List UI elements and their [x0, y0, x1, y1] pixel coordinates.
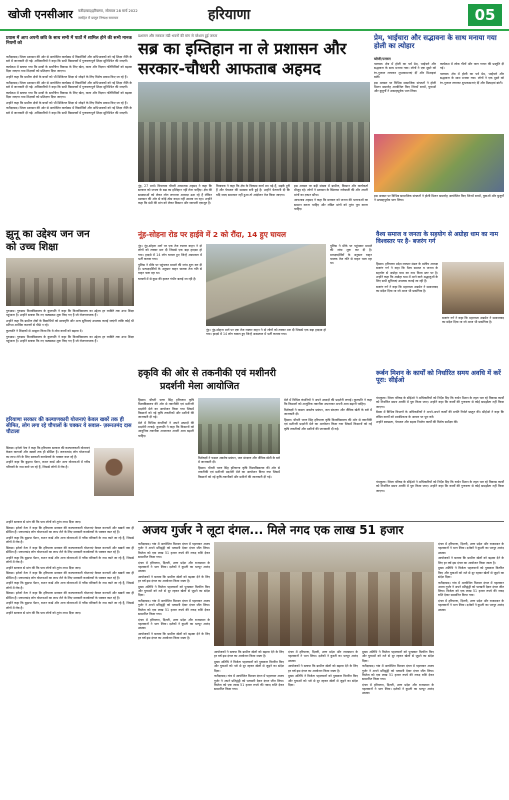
- jhunu-p1: गुरुग्राम। गुरुग्राम विश्वविद्यालय के कुलपति ने कहा कि विश्वविद्यालय का उद्देश्य हर व्यक्ति तक उच्च शिक्षा पहुंचाना है। उन्होंने बताया कि नए पाठ्यक्रम शुरू किए गए हैं जो रोजगारपरक हैं।: [6, 309, 134, 318]
- scheme-p13: उन्होंने सरकार से मांग की कि पात्र लोगों को तुरंत लाभ दिया जाए।: [6, 611, 82, 616]
- gurjar-p1: फरीदाबाद। गांव में आयोजित विशाल दंगल में पहलवान अजय गुर्जर ने अपने प्रतिद्वंद्वी को पटखनी देकर दंगल जीत लिया। विजेता को एक लाख 51 हजार रुपये की नकद राशि देकर सम्मानित किया गया।: [138, 542, 210, 559]
- holi-p5: इस अवसर पर विभिन्न सामाजिक संगठनों ने होली मिलन समारोह आयोजित किए जिनमें बच्चों, युवाओं और बुजुर्गों ने उत्साहपूर्वक भाग लिया।: [374, 194, 504, 203]
- lead-headline-2: सरकार-चौधरी आफताब अहमद: [138, 59, 321, 78]
- jhunu-p2: उन्होंने कहा कि ग्रामीण क्षेत्रों के विद्यार्थियों को छात्रवृत्ति और अन्य सुविधाएं उपलब्ध कराई जाएंगी ताकि कोई भी प्रतिभा आर्थिक कारणों से पीछे न रहे।: [6, 318, 134, 328]
- gurjar-body-a: [138, 542, 210, 796]
- techfair-p3: विशेषज्ञों ने फसल अवशेष प्रबंधन, जल संरक्षण और जैविक खेती के बारे में जानकारी दी।: [198, 456, 280, 465]
- scheme-headline: हरियाणा सरकार की कल्याणकारी योजनाएं केवल खबरें तक ही सीमित, लोग लगा रहे चौपालों के चक्कर ये सवाल- ज़रूरतमंद दास चौटाला: [6, 417, 132, 435]
- lead-p4: आफताब अहमद ने कहा कि सरकार को जनता की भावनाओं का सम्मान करना चाहिए और लंबित मांगों को तुरंत पूरा करना चाहिए।: [294, 198, 368, 211]
- gurjar-p9: आयोजकों ने बताया कि ग्रामीण खेलों को बढ़ावा देने के लिए हर वर्ष इस दंगल का आयोजन किया जाता है।: [438, 556, 504, 565]
- holi-body-a: [374, 62, 436, 132]
- lead-p3: इस अवसर पर बड़ी संख्या में ग्रामीण, किसान और कार्यकर्ता मौजूद रहे। लोगों ने प्रशासन के खिलाफ नारेबाजी की और अपनी मांगों का ज्ञापन सौंपा।: [294, 184, 368, 197]
- gurjar-p2: दंगल में हरियाणा, दिल्ली, उत्तर प्रदेश और राजस्थान के पहलवानों ने भाग लिया। दर्शकों ने कुश्ती का भरपूर आनंद उठाया।: [138, 560, 210, 574]
- techfair-p5: मेले में विभिन्न कंपनियों ने अपने उत्पादों की प्रदर्शनी लगाई। कुलपति ने कहा कि किसानों को आधुनिक तकनीक अपनाकर अपनी आय बढ़ानी चाहिए।: [284, 398, 372, 407]
- techfair-photo: [198, 398, 280, 454]
- lead-body-col2: [216, 184, 290, 228]
- vaishya-headline: वैश्य समाज व जनता के सहयोग से अग्रोहा धाम का नाम विश्वस्तर पर है- बजरंग गर्ग: [376, 231, 499, 245]
- gurjar-p10: मुख्य अतिथि ने विजेता पहलवानों को पुरस्कार वितरित किए और युवाओं को नशे से दूर रहकर खेलों से जुड़ने का संदेश दिया।: [438, 566, 504, 579]
- mission-p4: पंचकूला। जिला परिषद के सीईओ ने अधिकारियों को निर्देश दिए कि रूर्बन मिशन के तहत चल रहे विकास कार्यों को निर्धारित समय अवधि में पूरा किया जाए। उन्होंने कहा कि कार्यों की गुणवत्ता से कोई समझौता नहीं किया जाएगा।: [376, 480, 504, 493]
- vaishya-p3: बजरंग गर्ग ने कहा कि महाराजा अग्रसेन ने समाजवाद का संदेश दिया था जो आज भी प्रासंगिक है।: [442, 316, 504, 325]
- top-left-p1: फरीदाबाद। जिला प्रशासन की ओर से आयोजित कार्यक्रम में विद्यार्थियों और अभिभावकों को नई शिक्षा नीति के बारे में जानकारी दी गई। अधिकारियों ने कहा कि सभी विद्यालयों में गुणवत्तापूर्ण शिक्षा सुनिश्चित की जाएगी।: [6, 55, 132, 64]
- paper-name: खोजी एनसीआर: [8, 8, 73, 21]
- accident-photo: [206, 244, 326, 326]
- lead-body-col1: [138, 184, 212, 228]
- scheme-photo: [94, 448, 134, 496]
- mission-headline: रूर्बन मिशन के कार्यों को निर्धारित समय अवधि में करें पूरा: सीईओ: [376, 369, 501, 385]
- page-number-badge: [468, 4, 502, 26]
- gurjar-p3: आयोजकों ने बताया कि ग्रामीण खेलों को बढ़ावा देने के लिए हर वर्ष इस दंगल का आयोजन किया जाता है।: [138, 574, 210, 584]
- tagline: जनहित में प्रस्तुत निष्पक्ष समाचार: [78, 16, 119, 20]
- mission-p1: पंचकूला। जिला परिषद के सीईओ ने अधिकारियों को निर्देश दिए कि रूर्बन मिशन के तहत चल रहे विकास कार्यों को निर्धारित समय अवधि में पूरा किया जाए। उन्होंने कहा कि कार्यों की गुणवत्ता से कोई समझौता नहीं किया जाएगा।: [376, 396, 504, 409]
- jhunu-p3: कुलपति ने शिक्षकों से आह्वान किया कि वे शोध कार्यों को बढ़ावा दें।: [6, 328, 83, 333]
- gurjar-body-b: [438, 542, 504, 796]
- holi-photo: [374, 134, 504, 192]
- holi-headline: प्रेम, भाईचारा और सद्भावना के साथ मनाया गया होली का त्योहार: [374, 34, 497, 50]
- scheme-p2: उन्होंने कहा कि बुढ़ापा पेंशन, राशन कार्ड और अन्य योजनाओं में गरीब परिवारों के नाम काटे जा रहे हैं, जिससे लोगों में रोष है।: [6, 460, 90, 469]
- jhunu-photo: [6, 258, 134, 306]
- gurjar-rule: [138, 521, 504, 522]
- accident-body-b: [330, 244, 372, 364]
- gurjar-p4: मुख्य अतिथि ने विजेता पहलवानों को पुरस्कार वितरित किए और युवाओं को नशे से दूर रहकर खेलों से जुड़ने का संदेश दिया।: [138, 584, 210, 598]
- top-left-p5: कार्यक्रम में बताया गया कि छात्रों के सर्वांगीण विकास के लिए खेल, कला और विज्ञान गतिविधियों को बढ़ावा दिया जाएगा तथा शिक्षकों को प्रशिक्षण दिया जाएगा।: [6, 90, 132, 99]
- top-left-kicker: प्रयास में आप अपनी छवि के साथ सभी में पाठों में शामिल होने की सभी मानक नियमों को: [6, 36, 132, 46]
- mission-p3: उन्होंने स्वच्छता, पेयजल और सड़क निर्माण कार्यों की विशेष समीक्षा की।: [376, 420, 459, 425]
- techfair-headline-1: हकृवि की ओर से तकनीकी एवं मशीनरी: [138, 368, 277, 379]
- scheme-p9: सिरसा। इनेलो नेता ने कहा कि हरियाणा सरकार की कल्याणकारी योजनाएं केवल कागजों और खबरों तक ही सीमित हैं। जरूरतमंद लोग योजनाओं का लाभ लेने के लिए सरकारी कार्यालयों के चक्कर काट रहे हैं।: [6, 571, 134, 580]
- accident-body-c: [206, 328, 326, 364]
- techfair-body-a: [138, 398, 194, 518]
- holi-p1: पलवल। क्षेत्र में होली का पर्व प्रेम, भाईचारे और सद्भावना के साथ मनाया गया। लोगों ने एक दूसरे को रंग-गुलाल लगाकर शुभकामनाएं दीं और मिठाइयां बांटी।: [374, 62, 436, 79]
- scheme-p12: उन्होंने कहा कि बुढ़ापा पेंशन, राशन कार्ड और अन्य योजनाओं में गरीब परिवारों के नाम काटे जा रहे हैं, जिससे लोगों में रोष है।: [6, 601, 134, 610]
- gurjar-headline: अजय गुर्जर ने लूटा दंगल... मिले नगद एक लाख 51 हजार: [142, 523, 404, 537]
- scheme-p7: उन्होंने कहा कि बुढ़ापा पेंशन, राशन कार्ड और अन्य योजनाओं में गरीब परिवारों के नाम काटे जा रहे हैं, जिससे लोगों में रोष है।: [6, 555, 134, 564]
- techfair-p2: मेले में विभिन्न कंपनियों ने अपने उत्पादों की प्रदर्शनी लगाई। कुलपति ने कहा कि किसानों को आधुनिक तकनीक अपनाकर अपनी आय बढ़ानी चाहिए।: [138, 420, 194, 438]
- holi-body-b: [440, 62, 504, 132]
- mission-p2: बैठक में विभिन्न विभागों के अधिकारियों ने अपने-अपने कार्यों की प्रगति रिपोर्ट प्रस्तुत की। सीईओ ने कहा कि लंबित कार्यों को प्राथमिकता के आधार पर पूरा करें।: [376, 410, 504, 419]
- techfair-p1: हिसार। चौधरी चरण सिंह हरियाणा कृषि विश्वविद्यालय की ओर से तकनीकी एवं मशीनरी प्रदर्शनी मेले का आयोजन किया गया जिसमें किसानों को नई कृषि तकनीकों और मशीनों की जानकारी दी गई।: [138, 398, 194, 420]
- techfair-p6: विशेषज्ञों ने फसल अवशेष प्रबंधन, जल संरक्षण और जैविक खेती के बारे में जानकारी दी।: [284, 407, 372, 417]
- top-left-p3: उन्होंने कहा कि ग्रामीण क्षेत्रों के बच्चों को भी डिजिटल शिक्षा से जोड़ने के लिए विशेष प्रयास किए जा रहे हैं।: [6, 74, 128, 79]
- accident-p5: नूंह। नूंह-सोहना मार्ग पर एक तेज रफ्तार वाहन ने दो लोगों को टक्कर मार दी जिससे एक बड़ा हादसा हो गया। हादसे में 14 लोग घायल हुए जिन्हें अस्पताल में भर्ती कराया गया।: [206, 328, 326, 337]
- top-left-p2: कार्यक्रम में बताया गया कि छात्रों के सर्वांगीण विकास के लिए खेल, कला और विज्ञान गतिविधियों को बढ़ावा दिया जाएगा तथा शिक्षकों को प्रशिक्षण दिया जाएगा।: [6, 64, 132, 74]
- gurjar-body-d: [288, 650, 358, 796]
- vaishya-p1: हिसार। हरियाणा प्रदेश व्यापार मंडल के प्रांतीय अध्यक्ष बजरंग गर्ग ने कहा कि वैश्य समाज व जनता के सहयोग से अग्रोहा धाम का नाम विश्व स्तर पर है। उन्होंने कहा कि अग्रोहा धाम में आने वाले श्रद्धालुओं के लिए सभी सुविधाएं उपलब्ध कराई जा रही हैं।: [376, 262, 438, 284]
- page-number: 05: [474, 6, 496, 24]
- techfair-headline-2: प्रदर्शनी मेला आयोजित: [160, 381, 240, 392]
- jhunu-headline-2: को उच्च शिक्षा: [6, 242, 58, 253]
- scheme-p3: उन्होंने सरकार से मांग की कि पात्र लोगों को तुरंत लाभ दिया जाए।: [6, 520, 82, 524]
- section-label: हरियाणा: [208, 7, 251, 23]
- top-left-p7: फरीदाबाद। जिला प्रशासन की ओर से आयोजित कार्यक्रम में विद्यार्थियों और अभिभावकों को नई शिक्षा नीति के बारे में जानकारी दी गई। अधिकारियों ने कहा कि सभी विद्यालयों में गुणवत्तापूर्ण शिक्षा सुनिश्चित की जाएगी।: [6, 106, 132, 115]
- scheme-p8: उन्होंने सरकार से मांग की कि पात्र लोगों को तुरंत लाभ दिया जाए।: [6, 565, 82, 570]
- masthead-rule: [0, 29, 509, 31]
- techfair-body-b: [198, 456, 280, 518]
- date-line: फरीदाबाद/हरियाणा, सोमवार 28 मार्च 2022: [78, 9, 138, 13]
- scheme-p11: सिरसा। इनेलो नेता ने कहा कि हरियाणा सरकार की कल्याणकारी योजनाएं केवल कागजों और खबरों तक ही सीमित हैं। जरूरतमंद लोग योजनाओं का लाभ लेने के लिए सरकारी कार्यालयों के चक्कर काट रहे हैं।: [6, 591, 134, 600]
- gurjar-p15: फरीदाबाद। गांव में आयोजित विशाल दंगल में पहलवान अजय गुर्जर ने अपने प्रतिद्वंद्वी को पटखनी देकर दंगल जीत लिया। विजेता को एक लाख 51 हजार रुपये की नकद राशि देकर सम्मानित किया गया।: [214, 674, 284, 692]
- accident-p4: पुलिस ने मौके पर पहुंचकर मामले की जांच शुरू कर दी है। प्रत्यक्षदर्शियों के अनुसार वाहन चालक तेज गति से वाहन चला रहा था।: [330, 244, 372, 266]
- holi-byline: खोजी/पलवल: [374, 57, 391, 61]
- jhunu-body: [6, 309, 134, 415]
- scheme-p5: उन्होंने कहा कि बुढ़ापा पेंशन, राशन कार्ड और अन्य योजनाओं में गरीब परिवारों के नाम काटे जा रहे हैं, जिससे लोगों में रोष है।: [6, 535, 134, 544]
- gurjar-photo: [214, 542, 434, 646]
- lead-body-col3: [294, 184, 368, 228]
- vaishya-p2: बजरंग गर्ग ने कहा कि महाराजा अग्रसेन ने समाजवाद का संदेश दिया था जो आज भी प्रासंगिक है।: [376, 284, 438, 294]
- jhunu-headline-1: झुनू का उद्देश्य जन जन: [6, 229, 90, 240]
- accident-body-a: [138, 244, 202, 364]
- lead-headline-1: सब्र का इम्तिहान ना ले प्रशासन और: [138, 39, 347, 58]
- vaishya-photo: [442, 262, 504, 314]
- mission-body-b: [376, 480, 504, 518]
- gurjar-p14: मुख्य अतिथि ने विजेता पहलवानों को पुरस्कार वितरित किए और युवाओं को नशे से दूर रहकर खेलों से जुड़ने का संदेश दिया।: [214, 659, 284, 673]
- jhunu-p4: गुरुग्राम। गुरुग्राम विश्वविद्यालय के कुलपति ने कहा कि विश्वविद्यालय का उद्देश्य हर व्यक्ति तक उच्च शिक्षा पहुंचाना है। उन्होंने बताया कि नए पाठ्यक्रम शुरू किए गए हैं जो रोजगारपरक हैं।: [6, 334, 134, 343]
- accident-p2: पुलिस ने मौके पर पहुंचकर मामले की जांच शुरू कर दी है। प्रत्यक्षदर्शियों के अनुसार वाहन चालक तेज गति से वाहन चला रहा था।: [138, 262, 202, 276]
- gurjar-p7: आयोजकों ने बताया कि ग्रामीण खेलों को बढ़ावा देने के लिए हर वर्ष इस दंगल का आयोजन किया जाता है।: [138, 631, 210, 641]
- gurjar-p19: मुख्य अतिथि ने विजेता पहलवानों को पुरस्कार वितरित किए और युवाओं को नशे से दूर रहकर खेलों से जुड़ने का संदेश दिया।: [362, 650, 434, 663]
- scheme-p1: सिरसा। इनेलो नेता ने कहा कि हरियाणा सरकार की कल्याणकारी योजनाएं केवल कागजों और खबरों तक ही सीमित हैं। जरूरतमंद लोग योजनाओं का लाभ लेने के लिए सरकारी कार्यालयों के चक्कर काट रहे हैं।: [6, 446, 90, 459]
- techfair-p4: हिसार। चौधरी चरण सिंह हरियाणा कृषि विश्वविद्यालय की ओर से तकनीकी एवं मशीनरी प्रदर्शनी मेले का आयोजन किया गया जिसमें किसानों को नई कृषि तकनीकों और मशीनों की जानकारी दी गई।: [198, 465, 280, 479]
- gurjar-p12: दंगल में हरियाणा, दिल्ली, उत्तर प्रदेश और राजस्थान के पहलवानों ने भाग लिया। दर्शकों ने कुश्ती का भरपूर आनंद उठाया।: [438, 599, 504, 612]
- techfair-p7: हिसार। चौधरी चरण सिंह हरियाणा कृषि विश्वविद्यालय की ओर से तकनीकी एवं मशीनरी प्रदर्शनी मेले का आयोजन किया गया जिसमें किसानों को नई कृषि तकनीकों और मशीनों की जानकारी दी गई।: [284, 417, 372, 431]
- gurjar-body-e: [362, 650, 434, 796]
- lead-p2: विधायक ने कहा कि क्षेत्र के विकास कार्य ठप पड़े हैं, सड़कें टूटी हैं और पेयजल की समस्या बनी हुई है। उन्होंने चेतावनी दी कि यदि जल्द समाधान नहीं हुआ तो आंदोलन तेज किया जाएगा।: [216, 184, 290, 197]
- vaishya-body-a: [376, 262, 438, 366]
- gurjar-p8: दंगल में हरियाणा, दिल्ली, उत्तर प्रदेश और राजस्थान के पहलवानों ने भाग लिया। दर्शकों ने कुश्ती का भरपूर आनंद उठाया।: [438, 542, 504, 555]
- holi-p3: कार्यक्रम में लोक गीतों और फाग गायन की प्रस्तुति दी गई।: [440, 62, 504, 71]
- gurjar-p18: मुख्य अतिथि ने विजेता पहलवानों को पुरस्कार वितरित किए और युवाओं को नशे से दूर रहकर खेलों से जुड़ने का संदेश दिया।: [288, 674, 358, 687]
- top-left-p6: उन्होंने कहा कि ग्रामीण क्षेत्रों के बच्चों को भी डिजिटल शिक्षा से जोड़ने के लिए विशेष प्रयास किए जा रहे हैं।: [6, 100, 128, 105]
- scheme-body-a: [6, 446, 90, 518]
- top-left-p4: फरीदाबाद। जिला प्रशासन की ओर से आयोजित कार्यक्रम में विद्यार्थियों और अभिभावकों को नई शिक्षा नीति के बारे में जानकारी दी गई। अधिकारियों ने कहा कि सभी विद्यालयों में गुणवत्तापूर्ण शिक्षा सुनिश्चित की जाएगी।: [6, 80, 132, 89]
- mission-body-a: [376, 396, 504, 478]
- scheme-p10: उन्होंने कहा कि बुढ़ापा पेंशन, राशन कार्ड और अन्य योजनाओं में गरीब परिवारों के नाम काटे जा रहे हैं, जिससे लोगों में रोष है।: [6, 581, 134, 590]
- gurjar-p21: दंगल में हरियाणा, दिल्ली, उत्तर प्रदेश और राजस्थान के पहलवानों ने भाग लिया। दर्शकों ने कुश्ती का भरपूर आनंद उठाया।: [362, 682, 434, 696]
- gurjar-p13: आयोजकों ने बताया कि ग्रामीण खेलों को बढ़ावा देने के लिए हर वर्ष इस दंगल का आयोजन किया जाता है।: [214, 650, 284, 659]
- scheme-p4: सिरसा। इनेलो नेता ने कहा कि हरियाणा सरकार की कल्याणकारी योजनाएं केवल कागजों और खबरों तक ही सीमित हैं। जरूरतमंद लोग योजनाओं का लाभ लेने के लिए सरकारी कार्यालयों के चक्कर काट रहे हैं।: [6, 525, 134, 534]
- gurjar-p17: आयोजकों ने बताया कि ग्रामीण खेलों को बढ़ावा देने के लिए हर वर्ष इस दंगल का आयोजन किया जाता है।: [288, 664, 358, 673]
- holi-p2: इस अवसर पर विभिन्न सामाजिक संगठनों ने होली मिलन समारोह आयोजित किए जिनमें बच्चों, युवाओं और बुजुर्गों ने उत्साहपूर्वक भाग लिया।: [374, 80, 436, 94]
- techfair-body-c: [284, 398, 372, 518]
- masthead: [0, 0, 509, 32]
- scheme-body-b: [6, 520, 134, 796]
- gurjar-p5: फरीदाबाद। गांव में आयोजित विशाल दंगल में पहलवान अजय गुर्जर ने अपने प्रतिद्वंद्वी को पटखनी देकर दंगल जीत लिया। विजेता को एक लाख 51 हजार रुपये की नकद राशि देकर सम्मानित किया गया।: [138, 599, 210, 617]
- scheme-p6: सिरसा। इनेलो नेता ने कहा कि हरियाणा सरकार की कल्याणकारी योजनाएं केवल कागजों और खबरों तक ही सीमित हैं। जरूरतमंद लोग योजनाओं का लाभ लेने के लिए सरकारी कार्यालयों के चक्कर काट रहे हैं।: [6, 545, 134, 554]
- lead-photo: [138, 82, 370, 182]
- vaishya-body-b: [442, 316, 504, 366]
- gurjar-p16: दंगल में हरियाणा, दिल्ली, उत्तर प्रदेश और राजस्थान के पहलवानों ने भाग लिया। दर्शकों ने कुश्ती का भरपूर आनंद उठाया।: [288, 650, 358, 663]
- lead-p1: नूंह, 27 मार्च। विधायक चौधरी आफताब अहमद ने कहा कि सरकार को जनता के सब्र का इम्तिहान नहीं लेना चाहिए। क्षेत्र की समस्याओं को लेकर लोग लगातार आवाज़ उठा रहे हैं लेकिन प्रशासन की ओर से कोई ठोस कदम नहीं उठाया जा रहा। उन्होंने कहा कि मंडी की मांग को लेकर किसान और व्यापारी एकजुट हैं।: [138, 184, 212, 206]
- gurjar-p6: दंगल में हरियाणा, दिल्ली, उत्तर प्रदेश और राजस्थान के पहलवानों ने भाग लिया। दर्शकों ने कुश्ती का भरपूर आनंद उठाया।: [138, 617, 210, 631]
- holi-body-c: [374, 194, 504, 230]
- top-left-body: [6, 55, 132, 225]
- gurjar-body-c: [214, 650, 284, 796]
- accident-p1: नूंह। नूंह-सोहना मार्ग पर एक तेज रफ्तार वाहन ने दो लोगों को टक्कर मार दी जिससे एक बड़ा हादसा हो गया। हादसे में 14 लोग घायल हुए जिन्हें अस्पताल में भर्ती कराया गया।: [138, 244, 202, 261]
- gurjar-p11: फरीदाबाद। गांव में आयोजित विशाल दंगल में पहलवान अजय गुर्जर ने अपने प्रतिद्वंद्वी को पटखनी देकर दंगल जीत लिया। विजेता को एक लाख 51 हजार रुपये की नकद राशि देकर सम्मानित किया गया।: [438, 580, 504, 598]
- accident-headline: नूंह-सोहना रोड पर हाईवे में 2 को रौंदा, 14 हुए घायल: [138, 230, 286, 239]
- gurjar-p20: फरीदाबाद। गांव में आयोजित विशाल दंगल में पहलवान अजय गुर्जर ने अपने प्रतिद्वंद्वी को पटखनी देकर दंगल जीत लिया। विजेता को एक लाख 51 हजार रुपये की नकद राशि देकर सम्मानित किया गया।: [362, 664, 434, 682]
- lead-kicker: प्रशासन और सरकार मंडी भवनों की मांग से परेशान हुई जनता: [138, 34, 218, 38]
- holi-p4: पलवल। क्षेत्र में होली का पर्व प्रेम, भाईचारे और सद्भावना के साथ मनाया गया। लोगों ने एक दूसरे को रंग-गुलाल लगाकर शुभकामनाएं दीं और मिठाइयां बांटी।: [440, 71, 504, 85]
- accident-p3: घायलों में से कुछ की हालत गंभीर बताई जा रही है।: [138, 276, 197, 281]
